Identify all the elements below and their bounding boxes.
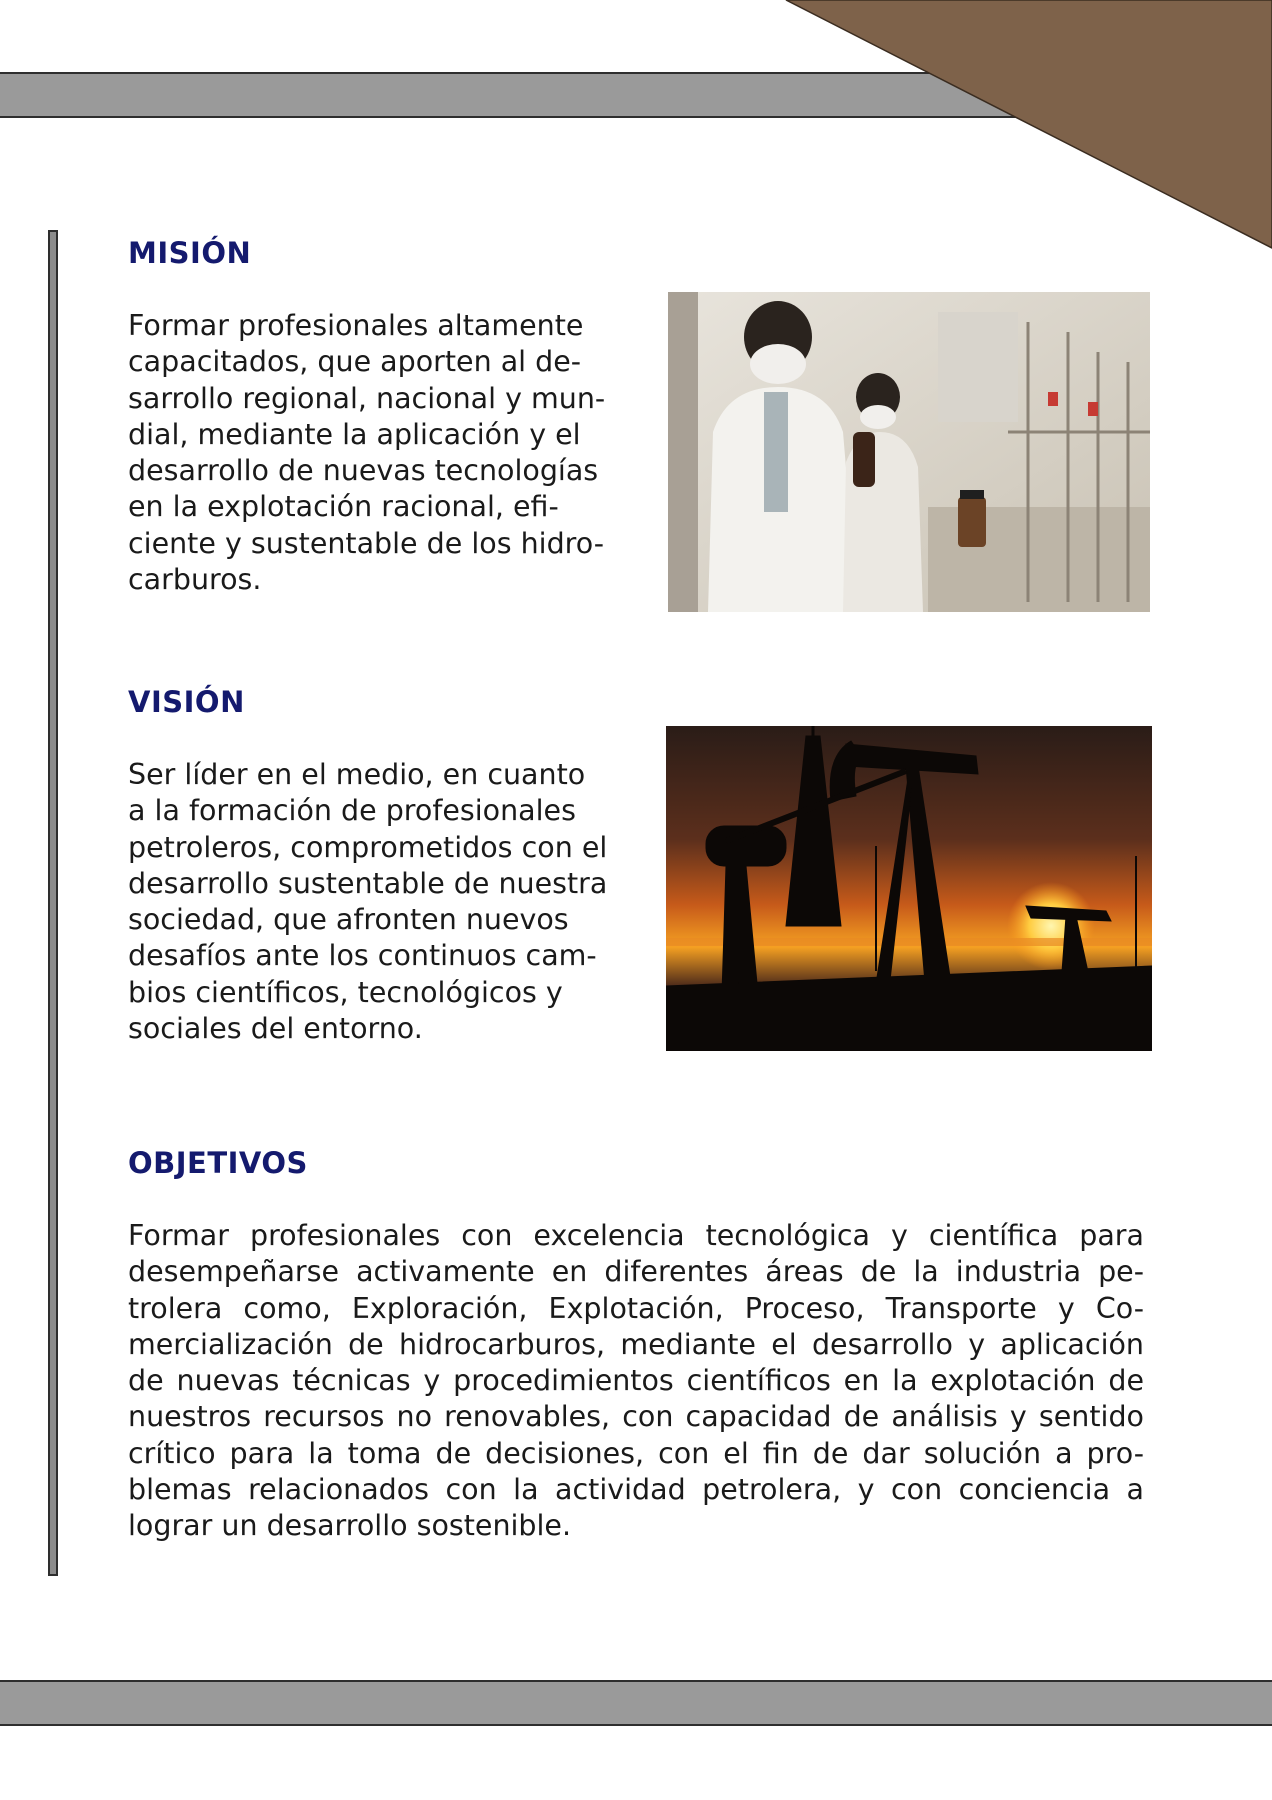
text-line: desarrollo de nuevas tecnologías: [128, 454, 599, 488]
text-line: crítico para la toma de decisiones, con el fin de dar solución a pro-: [128, 1436, 1144, 1470]
objetivos-paragraph: [128, 1218, 1144, 1545]
text-line: petroleros, comprometidos con el: [128, 830, 608, 864]
oil-pump-sunset-photo: [666, 726, 1152, 1051]
text-line: blemas relacionados con la actividad petrolera, y con conciencia a: [128, 1473, 1144, 1507]
vision-heading: VISIÓN: [128, 685, 245, 719]
text-line: trolera como, Exploración, Explotación, Proceso, Transporte y Co-: [128, 1291, 1144, 1325]
corner-accent-triangle: [0, 0, 1272, 260]
objetivos-heading: OBJETIVOS: [128, 1146, 308, 1180]
text-line: Ser líder en el medio, en cuanto: [128, 758, 586, 791]
mision-heading: MISIÓN: [128, 236, 252, 270]
text-line: mercialización de hidrocarburos, mediante el desarrollo y aplicación: [128, 1327, 1144, 1361]
text-line: sociedad, que afronten nuevos: [128, 903, 569, 937]
laboratory-photo: [668, 292, 1150, 612]
text-line: Formar profesionales altamente: [128, 309, 584, 342]
text-line: desarrollo sustentable de nuestra: [128, 866, 608, 900]
text-line: desempeñarse activamente en diferentes áreas de la industria pe-: [128, 1255, 1144, 1289]
text-line: carburos.: [128, 563, 262, 597]
text-line: sociales del entorno.: [128, 1012, 423, 1046]
text-line: en la explotación racional, efi-: [128, 490, 559, 524]
footer-bar: [0, 1680, 1272, 1726]
text-line: capacitados, que aporten al de-: [128, 345, 582, 379]
text-line: de nuevas técnicas y procedimientos científicos en la explotación de: [128, 1364, 1144, 1398]
text-line: dial, mediante la aplicación y el: [128, 417, 581, 451]
text-line: desafíos ante los continuos cam-: [128, 939, 597, 973]
text-line: Formar profesionales con excelencia tecnológica y científica para: [128, 1219, 1144, 1252]
vision-paragraph: [128, 757, 607, 1047]
text-line: sarrollo regional, nacional y mun-: [128, 381, 606, 415]
text-line: a la formación de profesionales: [128, 794, 576, 828]
text-line: bios científicos, tecnológicos y: [128, 975, 563, 1009]
text-line: ciente y sustentable de los hidro-: [128, 526, 605, 560]
mision-paragraph: [128, 308, 605, 598]
text-line: lograr un desarrollo sostenible.: [128, 1509, 572, 1543]
text-line: nuestros recursos no renovables, con capacidad de análisis y sentido: [128, 1400, 1144, 1434]
side-rule: [48, 230, 58, 1576]
